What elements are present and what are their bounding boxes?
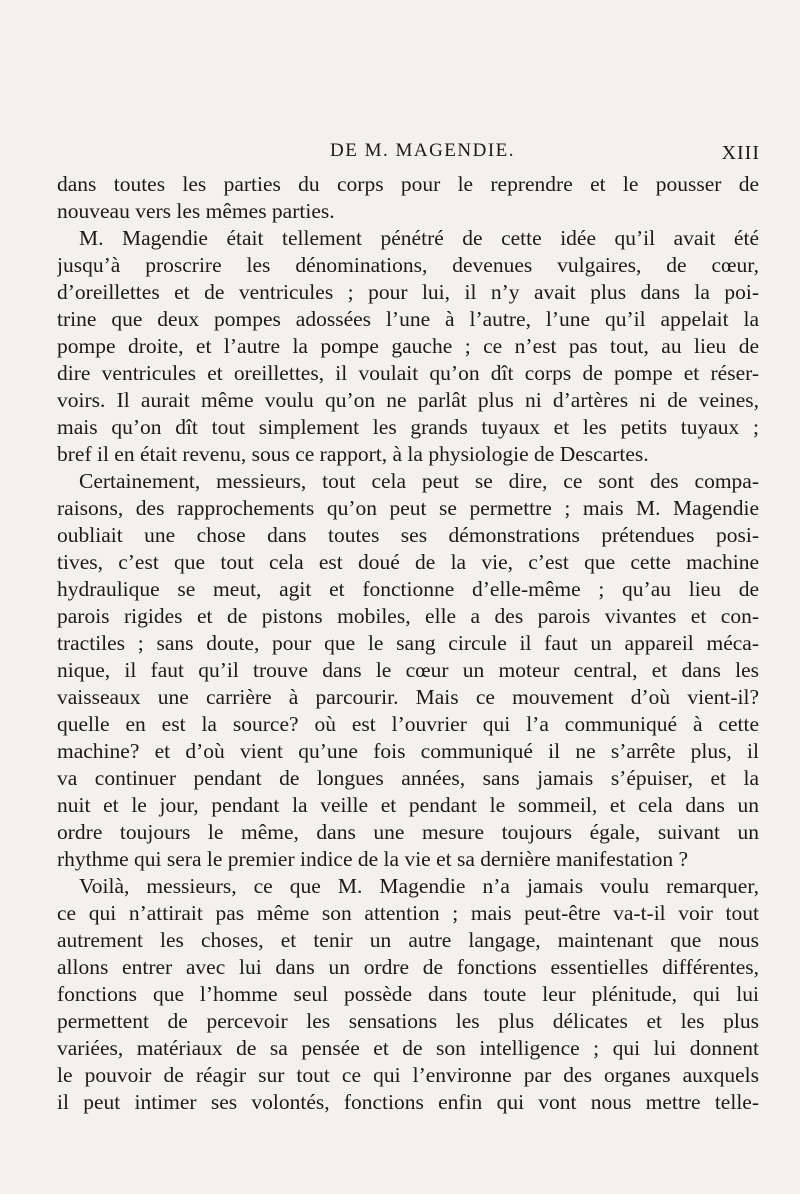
paragraph-start-line: Certainement, messieurs, tout cela peut se dire, ce sont des compa- xyxy=(79,469,759,493)
text-line: nuit et le jour, pendant la veille et pendant le sommeil, et cela dans un xyxy=(57,793,759,817)
text-line: voirs. Il aurait même voulu qu’on ne parlât plus ni d’artères ni de veines, xyxy=(57,388,759,412)
body-text xyxy=(57,171,759,1116)
text-line: autrement les choses, et tenir un autre langage, maintenant que nous xyxy=(57,928,759,952)
paragraph-start-line: M. Magendie était tellement pénétré de cette idée qu’il avait été xyxy=(79,226,759,250)
text-line: dans toutes les parties du corps pour le reprendre et le pousser de xyxy=(57,172,759,196)
text-line: nouveau vers les mêmes parties. xyxy=(57,199,335,223)
running-title: DE M. MAGENDIE. xyxy=(330,140,516,161)
text-line: nique, il faut qu’il trouve dans le cœur un moteur central, et dans les xyxy=(57,658,759,682)
text-line: allons entrer avec lui dans un ordre de fonctions essentielles différentes, xyxy=(57,955,759,979)
text-line: variées, matériaux de sa pensée et de son intelligence ; qui lui donnent xyxy=(57,1036,759,1060)
text-line: pompe droite, et l’autre la pompe gauche ; ce n’est pas tout, au lieu de xyxy=(57,334,759,358)
text-line: le pouvoir de réagir sur tout ce qui l’environne par des organes auxquels xyxy=(57,1063,759,1087)
page-number: XIII xyxy=(721,142,760,164)
text-line: tractiles ; sans doute, pour que le sang circule il faut un appareil méca- xyxy=(57,631,759,655)
text-line: machine? et d’où vient qu’une fois communiqué il ne s’arrête plus, il xyxy=(57,739,759,763)
text-line: hydraulique se meut, agit et fonctionne d’elle-même ; qu’au lieu de xyxy=(57,577,759,601)
running-head xyxy=(100,140,760,164)
text-line: d’oreillettes et de ventricules ; pour lui, il n’y avait plus dans la poi- xyxy=(57,280,759,304)
text-line: tives, c’est que tout cela est doué de la vie, c’est que cette machine xyxy=(57,550,759,574)
text-line: dire ventricules et oreillettes, il voulait qu’on dît corps de pompe et réser- xyxy=(57,361,759,385)
text-line: jusqu’à proscrire les dénominations, devenues vulgaires, de cœur, xyxy=(57,253,759,277)
text-line: bref il en était revenu, sous ce rapport, à la physiologie de Descartes. xyxy=(57,442,649,466)
text-line: mais qu’on dît tout simplement les grands tuyaux et les petits tuyaux ; xyxy=(57,415,759,439)
text-line: il peut intimer ses volontés, fonctions enfin qui vont nous mettre telle- xyxy=(57,1090,759,1114)
text-line: permettent de percevoir les sensations les plus délicates et les plus xyxy=(57,1009,759,1033)
text-line: trine que deux pompes adossées l’une à l’autre, l’une qu’il appelait la xyxy=(57,307,759,331)
text-line: oubliait une chose dans toutes ses démonstrations prétendues posi- xyxy=(57,523,759,547)
text-line: fonctions que l’homme seul possède dans toute leur plénitude, qui lui xyxy=(57,982,759,1006)
text-line: quelle en est la source? où est l’ouvrier qui l’a communiqué à cette xyxy=(57,712,759,736)
text-line: va continuer pendant de longues années, sans jamais s’épuiser, et la xyxy=(57,766,759,790)
text-line: ce qui n’attirait pas même son attention ; mais peut-être va-t-il voir tout xyxy=(57,901,759,925)
text-line: raisons, des rapprochements qu’on peut se permettre ; mais M. Magendie xyxy=(57,496,759,520)
text-line: parois rigides et de pistons mobiles, elle a des parois vivantes et con- xyxy=(57,604,759,628)
text-line: rhythme qui sera le premier indice de la vie et sa dernière manifestation ? xyxy=(57,847,688,871)
paragraph-start-line: Voilà, messieurs, ce que M. Magendie n’a jamais voulu remarquer, xyxy=(79,874,759,898)
text-line: ordre toujours le même, dans une mesure toujours égale, suivant un xyxy=(57,820,759,844)
text-line: vaisseaux une carrière à parcourir. Mais ce mouvement d’où vient-il? xyxy=(57,685,759,709)
